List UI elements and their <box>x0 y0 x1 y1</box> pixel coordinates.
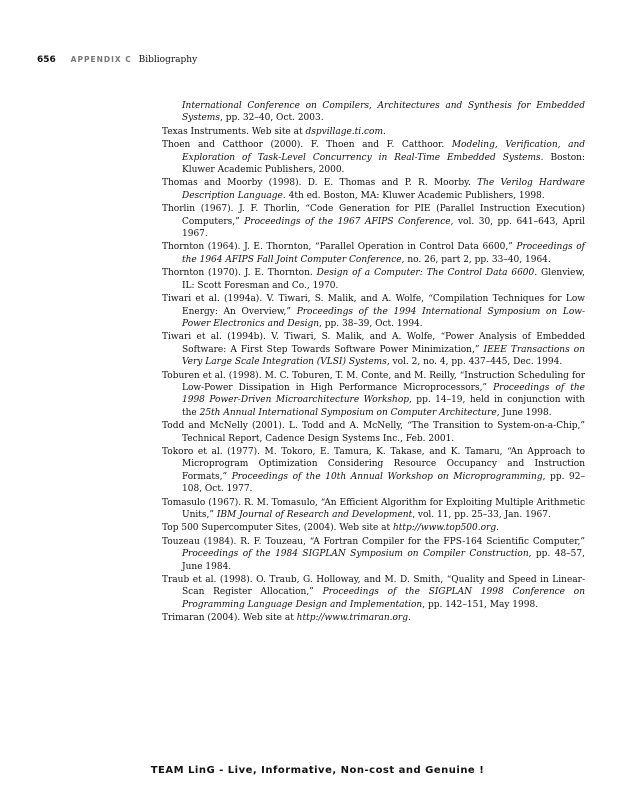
bib-entry-text: Thornton (1964). J. E. Thornton, “Parallel Operation in Control Data 6600,” <box>162 242 517 253</box>
bib-entry <box>162 497 585 522</box>
bib-entry <box>162 177 585 202</box>
bib-entry-text: Thornton (1970). J. E. Thornton. <box>162 268 317 279</box>
bib-entry-text: Thorlin (1967). J. F. Thorlin, “Code Generation for PIE (Parallel Instruction Execution) Computers,” <box>162 204 585 227</box>
bib-entry-italic-text: Design of a Computer: The Control Data 6600. <box>316 268 538 279</box>
bib-entry-text: Thomas and Moorby (1998). D. E. Thomas and P. R. Moorby. <box>162 178 478 189</box>
bibliography-list <box>162 100 585 626</box>
bib-entry-italic-text: dspvillage.ti.com. <box>305 126 386 137</box>
bib-entry-text: , pp. 38–39, Oct. 1994. <box>319 318 423 329</box>
bib-entry-text: , pp. 92–108, Oct. 1977. <box>182 471 585 495</box>
bib-entry <box>162 574 585 611</box>
page-header <box>37 54 197 66</box>
bib-entry-italic-text: Proceedings of the 1964 AFIPS Fall Joint Computer Conference <box>182 242 585 265</box>
bib-entry-text: Thoen and Catthoor (2000). F. Thoen and F. Catthoor. <box>162 140 452 151</box>
section-title: Bibliography <box>138 55 198 65</box>
bib-entry-text: , pp. 32–40, Oct. 2003. <box>219 113 324 124</box>
page-number: 656 <box>37 55 56 65</box>
bib-entry-text: Todd and McNelly (2001). L. Todd and A. McNelly, “The Transition to System-on-a-Chip,” Technical Report, Cadence Design Systems Inc., Feb. 2001. <box>162 421 585 444</box>
bib-entry-text: , pp. 14–19, held in conjunction with the <box>182 395 585 418</box>
bib-entry-text: Top 500 Supercomputer Sites, (2004). Web site at <box>162 523 393 534</box>
bib-entry <box>162 446 585 496</box>
bib-entry-text: Touzeau (1984). R. F. Touzeau, “A Fortran Compiler for the FPS-164 Scientific Computer,” <box>162 536 585 547</box>
appendix-label: APPENDIX C <box>70 55 132 64</box>
bib-entry-text: Traub et al. (1998). O. Traub, G. Holloway, and M. D. Smith, “Quality and Speed in Linear-Scan Register Allocation,” <box>162 575 585 598</box>
bib-entry-italic-text: http://www.trimaran.org. <box>296 613 411 624</box>
bib-entry <box>162 203 585 240</box>
bib-entry-italic-text: International Conference on Compilers, Architectures and Synthesis for Embedded Systems <box>182 101 585 124</box>
bib-entry <box>162 536 585 573</box>
bib-entry <box>162 420 585 445</box>
bib-entry-text: , vol. 2, no. 4, pp. 437–445, Dec. 1994. <box>386 357 563 368</box>
bib-entry <box>162 139 585 176</box>
bib-entry <box>162 267 585 292</box>
bib-entry-italic-text: Proceedings of the 1967 AFIPS Conference <box>244 216 451 227</box>
bib-entry <box>162 331 585 368</box>
bib-entry-text: Glenview, IL: Scott Foresman and Co., 1970. <box>182 268 586 291</box>
bib-entry-italic-text: 25th Annual International Symposium on Computer Architecture <box>199 407 497 418</box>
bib-entry-text: Tiwari et al. (1994a). V. Tiwari, S. Malik, and A. Wolfe, “Compilation Techniques for Low Energy: An Overview,” <box>162 294 585 317</box>
bib-entry-italic-text: Proceedings of the 1994 International Symposium on Low-Power Electronics and Design <box>182 306 585 329</box>
bib-entry <box>162 293 585 330</box>
bib-entry-italic-text: Proceedings of the SIGPLAN 1998 Conference on Programming Language Design and Implementation <box>182 587 585 610</box>
bib-entry <box>162 126 585 138</box>
page-footer: TEAM LinG - Live, Informative, Non-cost and Genuine ! <box>150 765 485 776</box>
bib-entry-italic-text: The Verilog Hardware Description Language. <box>182 178 585 201</box>
bib-entry-text: Toburen et al. (1998). M. C. Toburen, T. M. Conte, and M. Reilly, “Instruction Scheduling for Low-Power Dissipation in High Performance Microprocessors,” <box>162 370 585 393</box>
bib-entry-italic-text: Proceedings of the 1984 SIGPLAN Symposium on Compiler Construction <box>182 549 529 560</box>
bib-entry-text: , June 1998. <box>496 407 552 418</box>
bib-entry-italic-text: Proceedings of the 1998 Power-Driven Microarchitecture Workshop <box>182 382 586 406</box>
bib-entry-text: , vol. 11, pp. 25–33, Jan. 1967. <box>412 510 551 520</box>
bib-entry <box>162 612 585 624</box>
bib-entry-italic-text: IEEE Transactions on Very Large Scale Integration (VLSI) Systems <box>182 344 585 368</box>
bib-entry-italic-text: Modeling, Verification, and Exploration of Task-Level Concurrency in Real-Time Embedded Systems. <box>182 140 586 163</box>
bib-entry-italic-text: http://www.top500.org. <box>392 523 499 534</box>
bib-entry-text: , no. 26, part 2, pp. 33–40, 1964. <box>401 254 551 265</box>
bib-entry <box>162 370 585 420</box>
bib-entry-text: 4th ed. Boston, MA: Kluwer Academic Publishers, 1998. <box>285 190 545 201</box>
bib-entry <box>162 522 585 534</box>
bib-entry-text: Trimaran (2004). Web site at <box>162 613 297 624</box>
bib-entry-text: , pp. 142–151, May 1998. <box>422 599 539 610</box>
bib-entry-italic-text: Proceedings of the 10th Annual Workshop on Microprogramming <box>231 471 543 482</box>
bib-entry <box>162 100 585 125</box>
bib-entry <box>162 241 585 266</box>
bib-entry-text: Tiwari et al. (1994b). V. Tiwari, S. Malik, and A. Wolfe, “Power Analysis of Embedded Software: A First Step Towards Software Power Minimization,” <box>162 332 585 355</box>
bib-entry-text: Tokoro et al. (1977). M. Tokoro, E. Tamura, K. Takase, and K. Tamaru, “An Approach to Microprogram Optimization Considering Resource Occupancy and Instruction Formats,” <box>162 446 585 482</box>
bib-entry-italic-text: IBM Journal of Research and Development <box>216 510 413 520</box>
bib-entry-text: Texas Instruments. Web site at <box>162 126 306 137</box>
bib-entry-text: , pp. 48–57, June 1984. <box>182 549 585 572</box>
bib-entry-text: Tomasulo (1967). R. M. Tomasulo, “An Efficient Algorithm for Exploiting Multiple Arithmetic Units,” <box>162 497 585 520</box>
bib-entry-text: Boston: Kluwer Academic Publishers, 2000. <box>182 152 585 176</box>
bib-entry-text: , vol. 30, pp. 641–643, April 1967. <box>182 216 585 240</box>
